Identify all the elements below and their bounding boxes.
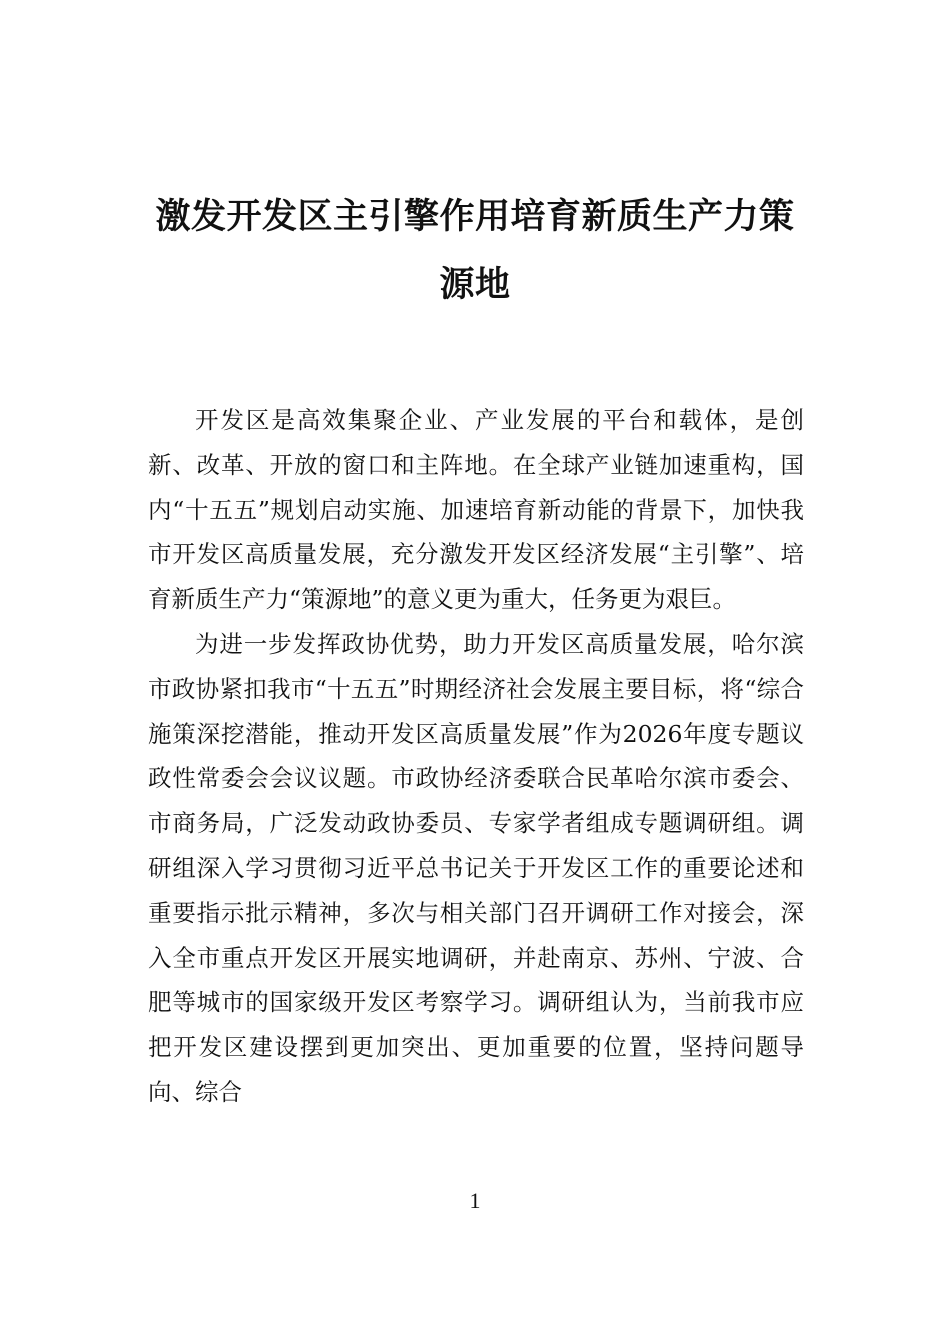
page-number: 1 <box>469 1188 481 1213</box>
body-paragraph-2: 为进一步发挥政协优势，助力开发区高质量发展，哈尔滨市政协紧扣我市“十五五”时期经济社会发展主要目标，将“综合施策深挖潜能，推动开发区高质量发展”作为2026年度专题议政性常委会会议议题。市政协经济委联合民革哈尔滨市委会、市商务局，广泛发动政协委员、专家学者组成专题调研组。调研组深入学习贯彻习近平总书记关于开发区工作的重要论述和重要指示批示精神，多次与相关部门召开调研工作对接会，深入全市重点开发区开展实地调研，并赴南京、苏州、宁波、合肥等城市的国家级开发区考察学习。调研组认为，当前我市应把开发区建设摆到更加突出、更加重要的位置，坚持问题导向、综合 <box>148 629 804 1106</box>
document-body <box>148 398 804 1115</box>
document-title-line-2: 源地 <box>439 265 511 305</box>
document-title-line-1: 激发开发区主引擎作用培育新质生产力策 <box>155 197 795 237</box>
body-paragraph-1: 开发区是高效集聚企业、产业发展的平台和载体，是创新、改革、开放的窗口和主阵地。在全球产业链加速重构，国内“十五五”规划启动实施、加速培育新动能的背景下，加快我市开发区高质量发展，充分激发开发区经济发展“主引擎”、培育新质生产力“策源地”的意义更为重大，任务更为艰巨。 <box>148 406 804 614</box>
